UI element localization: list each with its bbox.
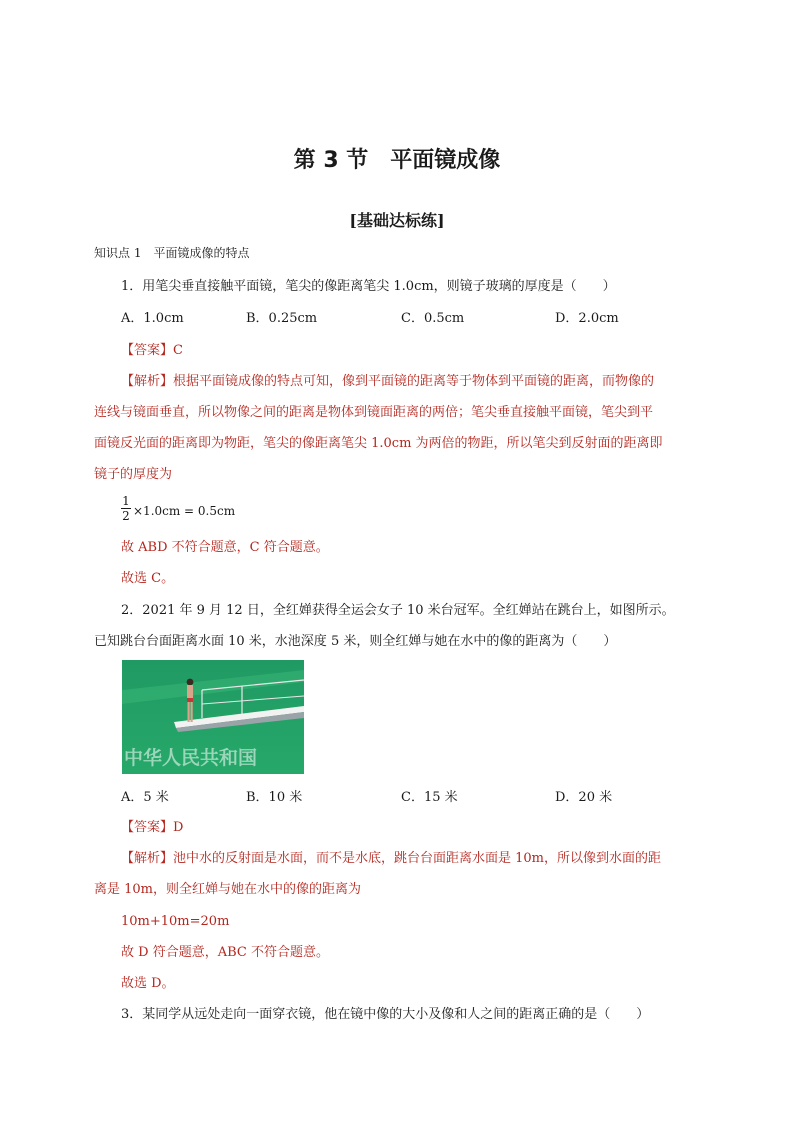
q1-choice: 故选 C。 — [121, 571, 175, 586]
q2-option-c: C．15 米 — [401, 790, 458, 805]
q1-answer: 【答案】C — [121, 343, 183, 358]
q2-option-d: D．20 米 — [555, 790, 613, 805]
knowledge-point-heading: 知识点 1 平面镜成像的特点 — [94, 246, 250, 260]
q1-analysis-line-4: 镜子的厚度为 — [94, 467, 173, 482]
q1-option-d: D．2.0cm — [555, 311, 619, 326]
q2-option-b: B．10 米 — [246, 790, 303, 805]
q1-option-c: C．0.5cm — [401, 311, 465, 326]
diving-photo-illustration — [122, 660, 304, 774]
photo-banner-text: 中华人民共和国 — [124, 747, 258, 769]
q2-analysis-line-2: 离是 10m，则全红婵与她在水中的像的距离为 — [94, 882, 362, 897]
question-1-stem: 1．用笔尖垂直接触平面镜，笔尖的像距离笔尖 1.0cm，则镜子玻璃的厚度是（ ） — [121, 279, 616, 294]
diving-platform-photo — [122, 660, 304, 774]
fraction-numerator: 1 — [122, 494, 130, 508]
q2-choice: 故选 D。 — [121, 976, 175, 991]
q1-conclusion: 故 ABD 不符合题意，C 符合题意。 — [121, 540, 329, 555]
q2-conclusion: 故 D 符合题意，ABC 不符合题意。 — [121, 945, 329, 960]
q1-formula: ×1.0cm = 0.5cm — [133, 504, 236, 518]
q1-formula-fraction — [121, 494, 131, 523]
question-2-stem-line-2: 已知跳台台面距离水面 10 米，水池深度 5 米，则全红婵与她在水中的像的距离为（ ） — [94, 634, 617, 649]
q1-option-b: B．0.25cm — [246, 311, 318, 326]
page-title: 第 3 节 平面镜成像 — [293, 148, 501, 173]
section-subtitle: [基础达标练] — [349, 211, 445, 230]
q1-analysis-line-3: 面镜反光面的距离即为物距，笔尖的像距离笔尖 1.0cm 为两倍的物距，所以笔尖到反射面的距离即 — [94, 436, 663, 451]
q2-analysis-line-1: 【解析】池中水的反射面是水面，而不是水底，跳台台面距离水面是 10m，所以像到水面的距 — [121, 851, 662, 866]
q2-answer: 【答案】D — [121, 820, 184, 835]
question-2-stem-line-1: 2．2021 年 9 月 12 日，全红婵获得全运会女子 10 米台冠军。全红婵站在跳台上，如图所示。 — [121, 603, 675, 618]
question-3-stem: 3．某同学从远处走向一面穿衣镜，他在镜中像的大小及像和人之间的距离正确的是（ ） — [121, 1007, 650, 1022]
q2-formula: 10m+10m=20m — [121, 914, 230, 929]
fraction-denominator: 2 — [122, 509, 130, 523]
q2-option-a: A．5 米 — [121, 790, 169, 805]
q1-analysis-line-1: 【解析】根据平面镜成像的特点可知，像到平面镜的距离等于物体到平面镜的距离，而物像的 — [121, 374, 655, 389]
q1-analysis-line-2: 连线与镜面垂直，所以物像之间的距离是物体到镜面距离的两倍；笔尖垂直接触平面镜，笔尖到平 — [94, 405, 654, 420]
q1-option-a: A．1.0cm — [121, 311, 184, 326]
